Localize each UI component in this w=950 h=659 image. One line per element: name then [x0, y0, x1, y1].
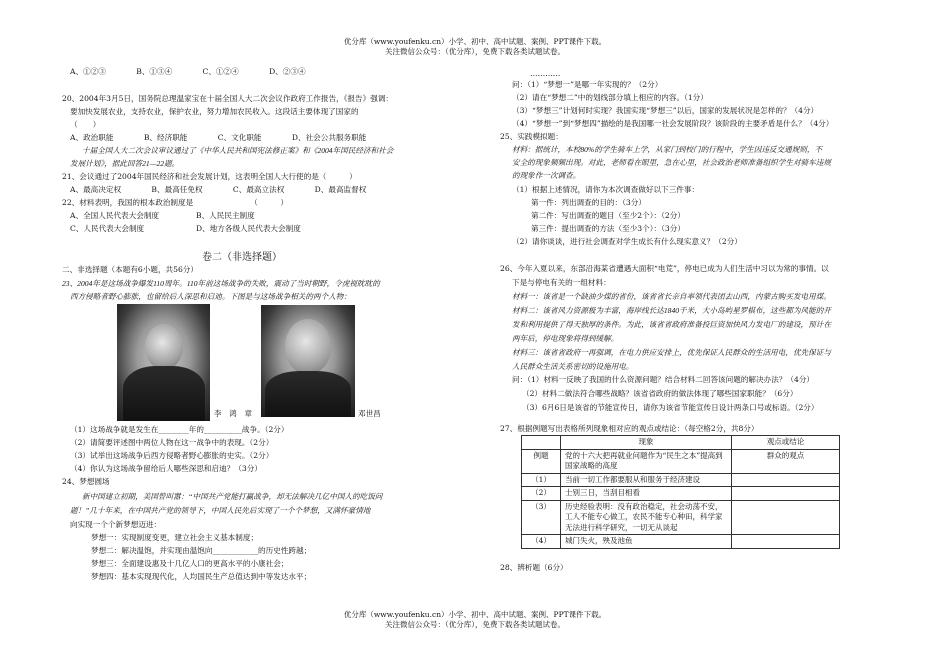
row-view-answer-cell[interactable]: [732, 500, 840, 535]
q22-option-b: B、人民民主制度: [196, 211, 255, 220]
q25-job2: 第二件：写出调查的题目（至少2个）：（2分）: [531, 211, 685, 220]
q26-line2: 下是与停电有关的一组材料：: [512, 278, 611, 287]
dream-two: 梦想二：解决温饱，并实现由温饱向____________的历史性跨越；: [91, 546, 312, 555]
caption-deng-shichang: 邓世昌: [358, 409, 381, 418]
page-footer-line2: 关注微信公众号：（优分库），免费下载各类试题试卷。: [385, 620, 565, 629]
material2-line3: 两年后，停电现象将得到缓解。: [512, 334, 619, 343]
q19-options: A、①②③ B、①③④ C、①②④ D、②③④: [70, 67, 306, 76]
row-key: （1）: [522, 473, 561, 487]
q21: 21、会议通过了2004年国民经济和社会发展计划，这表明全国人大行使的是（ ）: [62, 172, 357, 181]
q21-22-intro-line1: 十届全国人大二次会议审议通过了《中华人民共和国宪法修正案》和《2004年国民经济和社会: [82, 146, 394, 155]
part2-description: 二、非选择题（本题有6小题，共56分）: [62, 265, 198, 274]
row-phenomenon: 历史经验表明：没有政治稳定，社会动荡不安，工人不能专心做工，农民不能专心种田，科学家无法进行科学研究，一切无从谈起: [561, 500, 732, 535]
q26-ask3: （3）6月6日是该省的节能宣传日，请你为该省节能宣传日设计两条口号或标语。（2分）: [522, 403, 819, 412]
table-row: [522, 473, 840, 487]
q24-ask3: （3）“梦想三”计划何时实现？我国实现“梦想三”以后，国家的发展状况是怎样的？（4分）: [512, 106, 819, 115]
q23-sub1: （1）这场战争就是发生在________年的__________战争。（2分）: [70, 425, 289, 434]
table-header-view: 观点或结论: [732, 436, 840, 450]
table-row: [522, 449, 840, 473]
caption-li-hongzhang: 李 鸿 章: [214, 409, 252, 418]
material3-line2: 人民群众生活关系密切的设施用电。: [512, 362, 634, 371]
row-key: （3）: [522, 500, 561, 535]
table-row: [522, 535, 840, 549]
q20-line2: 要加快发展农业，支持农业，保护农业，努力增加农民收入。这段话主要体现了国家的: [70, 107, 359, 116]
table-row: [522, 500, 840, 535]
q25-material-line1: 材料：据统计，本校80%的学生骑车上学，从家门到校门的行程中，学生因违反交通规则，不: [512, 145, 823, 154]
row-view: 群众的观点: [732, 449, 840, 473]
q25-material-line3: 的现象作一次调查。: [512, 171, 581, 180]
row-phenomenon: 士别三日，当刮目相看: [561, 487, 732, 501]
table-header-phenomenon: 现象: [561, 436, 732, 450]
row-view-answer-cell[interactable]: [732, 487, 840, 501]
dream-one: 梦想一：实现制度变更，建立社会主义基本制度；: [91, 533, 259, 542]
q25-sub1: （1）根据上述情况，请你为本次调查做好以下三件事：: [512, 185, 700, 194]
q24-line3: 向实现一个个新梦想迈进：: [70, 520, 162, 529]
q25-title: 25、实践模拟题：: [500, 132, 563, 141]
q24-ask4: （4）“梦想一”到“梦想四”描绘的是我国哪一社会发展阶段？该阶段的主要矛盾是什么？（4分）: [512, 119, 834, 128]
page-footer-line1: 优分库（www.youfenku.cn）小学、初中、高中试题、案例、PPT课件下载。: [343, 610, 607, 619]
q25-sub2: （2）请你谈谈，进行社会调查对学生成长有什么现实意义？（2分）: [512, 237, 742, 246]
q23-sub2: （2）请简要评述图中两位人物在这一战争中的表现。（2分）: [70, 438, 274, 447]
q20-options: A、政治职能 B、经济职能 C、文化职能 D、社会公共服务职能: [70, 133, 367, 142]
dream-four: 梦想四：基本实现现代化，人均国民生产总值达到中等发达水平；: [91, 572, 312, 581]
q22-option-d: D、地方各级人民代表大会制度: [196, 224, 301, 233]
q20-line3: （ ）: [70, 120, 101, 129]
q24-ask2: （2）请在“梦想二”中的划线部分填上相应的内容。（1分）: [512, 93, 708, 102]
table-header-row: [522, 436, 840, 450]
q23-sub3: （3）试举出这场战争后西方侵略者野心膨胀的史实。（2分）: [70, 451, 274, 460]
table-row: [522, 487, 840, 501]
q20-line1: 20、2004年3月5日，国务院总理温家宝在十届全国人大二次会议作政府工作报告，《报告》强调：: [62, 94, 394, 103]
q22: 22、材料表明，我国的根本政治制度是 （ ）: [62, 198, 289, 207]
q24-line2: 题！”几十年来，在中国共产党的领导下，中国人民先后实现了一个个梦想，又满怀豪情地: [70, 506, 371, 515]
row-key: （2）: [522, 487, 561, 501]
q25-job3: 第三件：提出调查的方法（至少3个）：（3分）: [531, 224, 685, 233]
q24-ask1: 问：（1）“梦想一”是哪一年实现的？（2分）: [512, 80, 663, 89]
q22-option-c: C、人民代表大会制度: [70, 224, 145, 233]
row-key: 例题: [522, 449, 561, 473]
q21-options: A、最高决定权 B、最高任免权 C、最高立法权 D、最高监督权: [70, 185, 367, 194]
q25-job1: 第一件：列出调查的目的：（3分）: [531, 198, 646, 207]
row-phenomenon: 党的十六大把再就业问题作为“民生之本”提高到国家战略的高度: [561, 449, 732, 473]
row-phenomenon: 城门失火，殃及池鱼: [561, 535, 732, 549]
row-phenomenon: 当前一切工作都要服从和服务于经济建设: [561, 473, 732, 487]
q27-table: [521, 435, 840, 549]
q23-line1: 23、2004年是这场战争爆发110周年。110年前这场战争的失败，震动了当时朝野，令虎视眈眈的: [62, 279, 380, 288]
q25-material-line2: 安全的现象频频出现。对此，老师看在眼里，急在心里，社会政治老师准备组织学生对骑车违规: [512, 158, 831, 167]
q26-line1: 26、今年入夏以来，东部沿海某省遭遇大面积“电荒”，停电已成为人们生活中习以为常的事情。以: [500, 264, 829, 273]
row-key: （4）: [522, 535, 561, 549]
q23-sub4: （4）你认为这场战争留给后人哪些深思和启迪？（3分）: [70, 464, 262, 473]
row-view-answer-cell[interactable]: [732, 535, 840, 549]
material2-line1: 材料二：该省风力资源极为丰富，海岸线长达1840千米，大小岛屿星罗棋布，这些都为风能的开: [512, 306, 831, 315]
dream-three: 梦想三：全面建设惠及十几亿人口的更高水平的小康社会；: [91, 559, 289, 568]
part2-title: 卷二（非选择题）: [202, 252, 282, 263]
material2-line2: 发和利用提供了得天独厚的条件。为此，该省省政府准备投巨资加快风力发电厂的建设，预计在: [512, 320, 831, 329]
q24-line1: 新中国建立初期，美国曾叫嚣：“中国共产党能打赢战争，却无法解决几亿中国人的吃饭问: [82, 492, 383, 501]
page-header-line1: 优分库（www.youfenku.cn）小学、初中、高中试题、案例、PPT课件下载。: [343, 37, 607, 46]
row-view-answer-cell[interactable]: [732, 473, 840, 487]
q26-ask2: （2）材料二做法符合哪些战略？该省省政府的做法体现了哪些国家职能？（6分）: [522, 389, 798, 398]
li-hongzhang-photo: [117, 304, 210, 421]
q22-option-a: A、全国人民代表大会制度: [70, 211, 160, 220]
q27-title: 27、根据例题写出表格所列现象相对应的观点或结论：（每空格2分，共8分）: [500, 424, 759, 433]
table-header-blank: [522, 436, 561, 450]
page-header-line2: 关注微信公众号：（优分库），免费下载各类试题试卷。: [385, 47, 565, 56]
material1: 材料一：该省是一个缺油少煤的省份，该省省长亲自率领代表团去山西，内蒙古购买发电用煤。: [512, 292, 831, 301]
material3-line1: 材料三：该省省政府一再强调，在电力供应安排上，优先保证人民群众的生活用电，优先保证与: [512, 348, 831, 357]
deng-shichang-photo: [261, 305, 355, 417]
q24-title: 24、梦想圆场: [62, 477, 110, 486]
continuation-dots: …………: [530, 69, 561, 78]
q23-line2: 西方侵略者野心膨胀，也留给后人深思和启迪。下图是与这场战争相关的两个人物：: [70, 292, 351, 301]
q21-22-intro-line2: 发展计划》，据此回答21—22题。: [70, 159, 180, 168]
q26-ask1: 问：（1）材料一反映了我国的什么资源问题？结合材料二回答该问题的解决办法？（4分）: [512, 375, 815, 384]
q28-title: 28、辨析题（6分）: [500, 563, 568, 572]
